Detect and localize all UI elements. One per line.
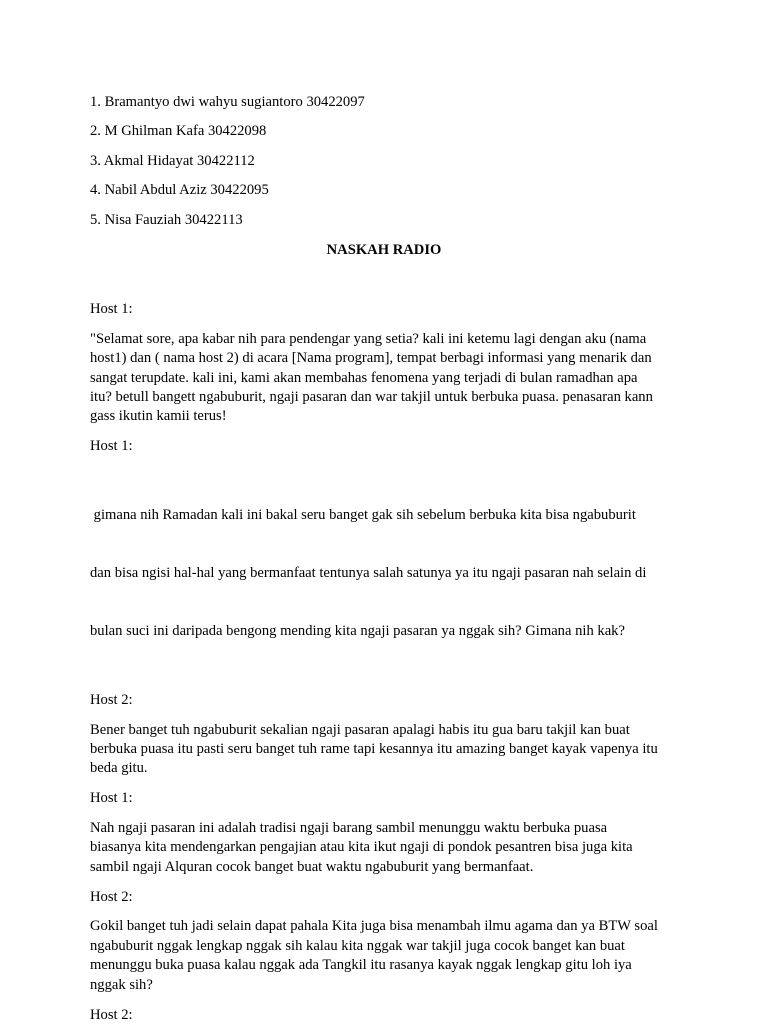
speaker-label: Host 1: (90, 790, 133, 807)
speaker-label: Host 1: (90, 301, 133, 317)
member-item: 1. Bramantyo dwi wahyu sugiantoro 30422097 (90, 94, 365, 110)
dialogue-paragraph (90, 330, 682, 427)
member-item: 4. Nabil Abdul Aziz 30422095 (90, 182, 269, 199)
dialogue-line: host1) dan ( nama host 2) di acara [Nama program], tempat berbagi informasi yang menarik dan (90, 350, 652, 367)
dialogue-line: sambil ngaji Alquran cocok banget buat waktu ngabuburit yang bermanfaat. (90, 858, 534, 875)
dialogue-line: dan bisa ngisi hal-hal yang bermanfaat tentunya salah satunya ya itu ngaji pasaran nah selain di (90, 565, 647, 582)
dialogue-line: itu? betull bangett ngabuburit, ngaji pasaran dan war takjil untuk berbuka puasa. penasaran kann (90, 389, 653, 406)
dialogue-line: ngabuburit nggak lengkap nggak sih kalau kita nggak war takjil juga cocok banget kan buat (90, 937, 625, 954)
speaker-label: Host 2: (90, 691, 133, 708)
dialogue-paragraph (90, 819, 682, 877)
speaker-label: Host 1: (90, 438, 133, 455)
speaker-label: Host 2: (90, 888, 133, 905)
radio-script (90, 300, 682, 1035)
dialogue-line: beda gitu. (90, 760, 148, 777)
member-item: 2. M Ghilman Kafa 30422098 (90, 123, 267, 140)
dialogue-paragraph (90, 917, 682, 995)
dialogue-line: Bener banget tuh ngabuburit sekalian ngaji pasaran apalagi habis itu gua baru takjil kan buat (90, 721, 630, 738)
speaker-label: Host 2: (90, 1006, 133, 1023)
dialogue-paragraph (90, 467, 682, 680)
member-list (90, 93, 690, 240)
document-title: NASKAH RADIO (326, 242, 442, 258)
dialogue-line: sangat terupdate. kali ini, kami akan membahas fenomena yang terjadi di bulan ramadhan apa (90, 369, 638, 386)
dialogue-line: "Selamat sore, apa kabar nih para pendengar yang setia? kali ini ketemu lagi dengan aku (nama (90, 330, 647, 347)
dialogue-line: berbuka puasa itu pasti seru banget tuh rame tapi kesannya itu amazing banget kayak vapenya itu (90, 741, 658, 758)
dialogue-line: bulan suci ini daripada bengong mending kita ngaji pasaran ya nggak sih? Gimana nih kak? (90, 623, 625, 640)
dialogue-paragraph (90, 721, 682, 779)
member-item: 5. Nisa Fauziah 30422113 (90, 211, 243, 228)
dialogue-line: Gokil banget tuh jadi selain dapat pahala Kita juga bisa menambah ilmu agama dan ya BTW soal (90, 918, 658, 935)
dialogue-line: gimana nih Ramadan kali ini bakal seru banget gak sih sebelum berbuka kita bisa ngabuburit (90, 506, 636, 523)
member-item: 3. Akmal Hidayat 30422112 (90, 152, 255, 169)
dialogue-line: nggak sih? (90, 976, 153, 993)
dialogue-line: Nah ngaji pasaran ini adalah tradisi ngaji barang sambil menunggu waktu berbuka puasa (90, 820, 608, 837)
dialogue-line: gass ikutin kamii terus! (90, 408, 227, 425)
dialogue-line: biasanya kita mendengarkan pengajian atau kita ikut ngaji di pondok pesantren bisa juga kita (90, 839, 633, 856)
dialogue-line: menunggu buka puasa kalau nggak ada Tangkil itu rasanya kayak nggak lengkap gitu loh iya (90, 957, 632, 974)
